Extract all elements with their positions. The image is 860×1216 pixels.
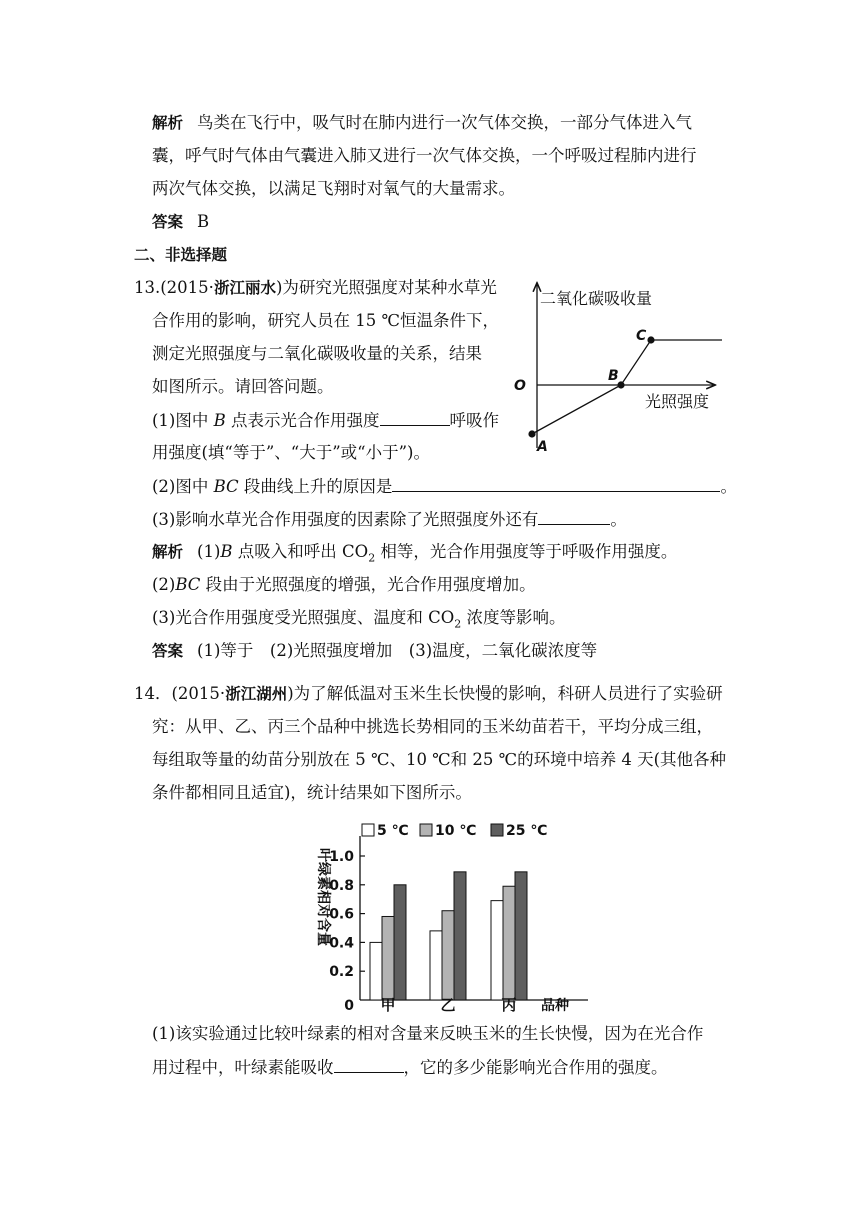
q14-number: 14． xyxy=(134,684,172,703)
bar xyxy=(454,872,466,1000)
q13-y-axis-label: 二氧化碳吸收量 xyxy=(540,289,653,308)
q13-analysis-label: 解析 xyxy=(152,543,184,561)
q13-point-a xyxy=(528,430,535,437)
q12-answer-label: 答案 xyxy=(152,213,184,231)
bar xyxy=(370,942,382,1000)
q13-sub2: (2)图中 BC 段曲线上升的原因是 。 xyxy=(152,477,737,496)
chart-ylabel: 叶绿素相对含量 xyxy=(315,848,331,946)
q13-analysis-line-1: 解析 (1)B 点吸入和呼出 $CO_2$ 相等，光合作用强度等于呼吸作用强度。 xyxy=(152,542,678,565)
y-tick-label: 0.4 xyxy=(329,935,354,952)
y-tick-label: 0.2 xyxy=(329,964,354,981)
y-tick-label: 0 xyxy=(344,998,354,1014)
bar xyxy=(491,901,503,1000)
q14-sub1-blank[interactable] xyxy=(334,1056,404,1073)
q12-answer xyxy=(152,211,209,233)
y-tick-label: 0.8 xyxy=(329,877,354,894)
category-label: 甲 xyxy=(380,996,396,1014)
q14-stem-line-3: 每组取等量的幼苗分别放在 5 ℃、10 ℃和 25 ℃的环境中培养 4 天(其他各种 xyxy=(152,750,727,769)
y-tick-label: 0.6 xyxy=(329,906,354,923)
y-tick-label: 1.0 xyxy=(329,849,354,865)
legend-swatch xyxy=(362,824,374,836)
chart-xlabel: 品种 xyxy=(541,998,569,1014)
q12-analysis-line-3: 两次气体交换，以满足飞翔时对氧气的大量需求。 xyxy=(152,179,515,198)
q14-sub1-line-2: 用过程中，叶绿素能吸收 ，它的多少能影响光合作用的强度。 xyxy=(152,1058,668,1077)
q12-analysis-line-2: 囊，呼气时气体由气囊进入肺又进行一次气体交换，一个呼吸过程肺内进行 xyxy=(152,146,697,165)
legend-label: 5 ℃ xyxy=(377,823,409,839)
q13-sub1-blank[interactable] xyxy=(380,409,450,426)
q14-stem-line-2: 究：从甲、乙、丙三个品种中挑选长势相同的玉米幼苗若干，平均分成三组， xyxy=(152,717,713,736)
q14-source: 浙江湖州 xyxy=(225,685,288,703)
q13-stem-line-3: 测定光照强度与二氧化碳吸收量的关系，结果 xyxy=(152,344,482,363)
q13-number: 13. xyxy=(134,278,161,297)
q14-stem-line-4: 条件都相同且适宜)，统计结果如下图所示。 xyxy=(152,783,472,802)
q13-point-c xyxy=(647,336,654,343)
q14-sub1: (1)该实验通过比较叶绿素的相对含量来反映玉米的生长快慢，因为在光合作 xyxy=(152,1024,704,1043)
bar xyxy=(442,911,454,1000)
q13-sub1-line-2: 用强度(填“等于”、“大于”或“小于”)。 xyxy=(152,443,430,462)
q13-origin-label: O xyxy=(514,378,526,394)
q12-analysis-label: 解析 xyxy=(152,114,184,132)
q13-sub3-blank[interactable] xyxy=(538,508,610,525)
q13-stem-line-2: 合作用的影响，研究人员在 15 ℃恒温条件下， xyxy=(152,311,499,330)
q13-point-c-label: C xyxy=(636,328,647,344)
q13-graph xyxy=(500,278,730,458)
category-label: 乙 xyxy=(440,996,456,1014)
q13-curve xyxy=(532,340,722,434)
q13-analysis-line-3: (3)光合作用强度受光照强度、温度和 $CO_2$ 浓度等影响。 xyxy=(152,608,566,631)
q13-source: 浙江丽水 xyxy=(213,279,276,297)
chart-legend xyxy=(362,823,547,839)
bar xyxy=(394,885,406,1000)
legend-swatch xyxy=(420,824,432,836)
q14-bar-chart xyxy=(300,818,600,1018)
q13-point-b-label: B xyxy=(608,368,619,384)
q13-analysis-line-2: (2)BC 段由于光照强度的增强，光合作用强度增加。 xyxy=(152,575,536,594)
legend-label: 25 ℃ xyxy=(506,823,548,839)
q14-stem-line-1: 14．(2015·浙江湖州)为了解低温对玉米生长快慢的影响，科研人员进行了实验研 xyxy=(134,684,723,703)
q13-point-a-label: A xyxy=(537,439,548,455)
q13-x-axis-label: 光照强度 xyxy=(645,392,710,411)
bar xyxy=(503,886,515,1000)
q13-sub1: (1)图中 B 点表示光合作用强度 呼吸作 xyxy=(152,411,500,430)
bar xyxy=(515,872,527,1000)
legend-label: 10 ℃ xyxy=(435,823,477,839)
category-label: 丙 xyxy=(501,996,517,1014)
bar xyxy=(382,916,394,1000)
q12-analysis-line-1: 解析 鸟类在飞行中，吸气时在肺内进行一次气体交换，一部分气体进入气 xyxy=(152,113,693,132)
q13-stem-line-1: 13.(2015·浙江丽水)为研究光照强度对某种水草光 xyxy=(134,278,497,297)
section-title: 二、非选择题 xyxy=(134,246,228,264)
bar xyxy=(430,931,442,1000)
q13-answer-label: 答案 xyxy=(152,642,184,660)
q13-answer-value: (1)等于 (2)光照强度增加 (3)温度，二氧化碳浓度等 xyxy=(197,641,598,660)
legend-swatch xyxy=(491,824,503,836)
q13-sub2-blank[interactable] xyxy=(392,475,720,492)
q12-answer-value: B xyxy=(197,212,210,231)
q13-answer xyxy=(152,640,597,662)
q13-stem-line-4: 如图所示。请回答问题。 xyxy=(152,377,334,396)
q13-sub3: (3)影响水草光合作用强度的因素除了光照强度外还有 。 xyxy=(152,510,627,529)
